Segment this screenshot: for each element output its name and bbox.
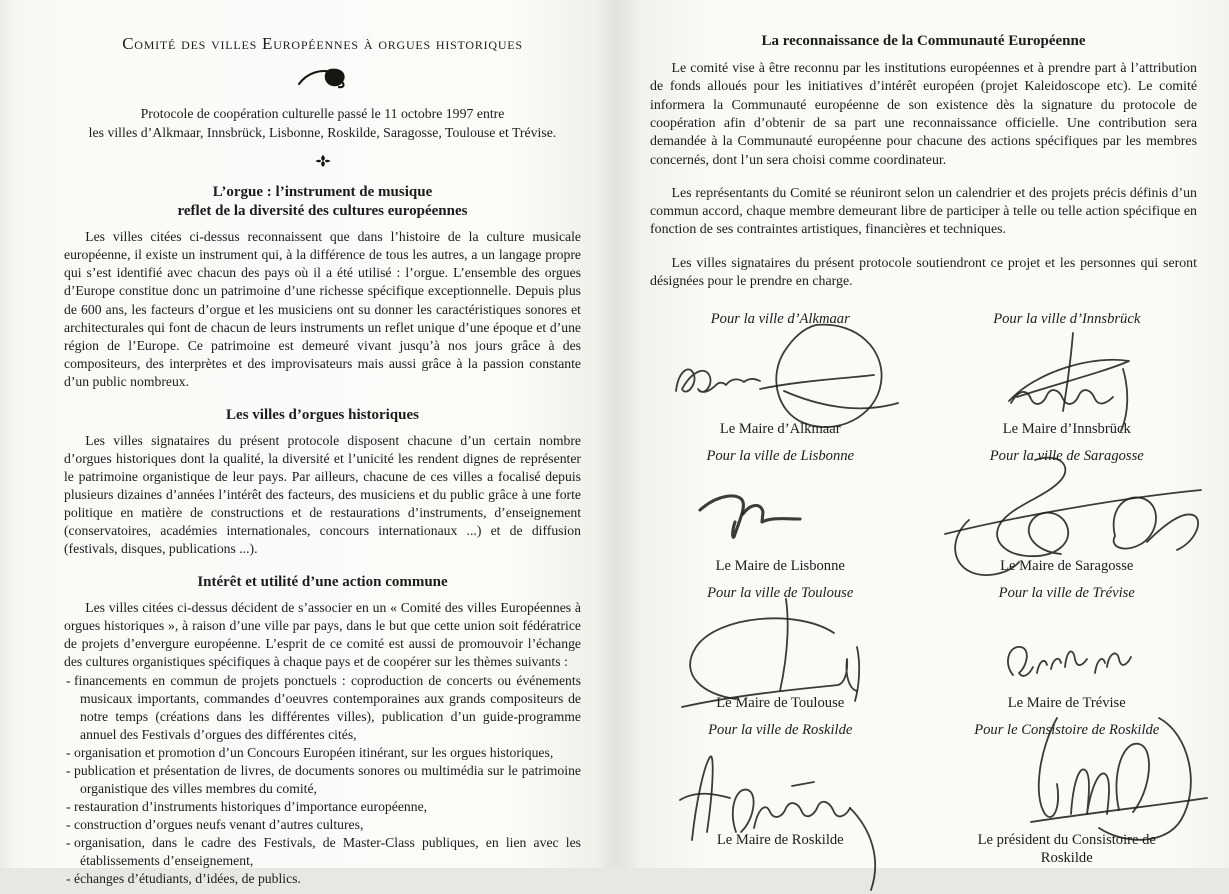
protocol-intro [64,104,581,142]
list-item-text: échanges d’étudiants, d’idées, de publics. [74,871,301,887]
signature-for-label: Pour la ville d’Alkmaar [710,311,850,328]
list-marker: - [66,799,71,815]
signature-for-label: Pour la ville de Trévise [998,585,1135,602]
body-paragraph-orgue: Les villes citées ci-dessus reconnaissent que dans l’histoire de la culture musicale européenne, il existe un instrument qui, à la différence de tous les autres, a un langage propre qui s’est identifié avec chacun des pays où il a été utilisé : l’orgue. L’ensemble des orgues d’Europe constitue donc un patrimoine d’une richesse spécifique exceptionnelle. Depuis plus de 600 ans, les facteurs d’orgue et les musiciens ont su donner les caractéristiques sonores et architecturales qui font de chacun de leurs instruments un reflet unique d’une époque et d’une région de l’Europe. Ce patrimoine est demeuré vivant jusqu’à nos jours grâce à des compositeurs, des interprètes et des improvisateurs mais aussi grâce à la passion constante d’un public nombreux. [64,229,581,389]
section-heading-villes: Les villes d’orgues historiques [226,406,419,423]
intro-line-2: les villes d’Alkmaar, Innsbrück, Lisbonne, Roskilde, Saragosse, Toulouse et Trévise. [88,125,557,141]
signature-block-toulouse [650,581,911,718]
signature-for-label: Pour la ville de Lisbonne [706,448,855,465]
list-item-text: restauration d’instruments historiques d’importance européenne, [74,799,428,815]
section-heading-orgue-line2: reflet de la diversité des cultures européennes [177,203,468,220]
signature-block-roskilde [650,718,911,855]
signature-by-text: Le président du Consistoire de Roskilde [977,831,1156,867]
list-item-text: financements en commun de projets ponctuels : coproduction de concerts ou événements musicaux importants, commandes d’oeuvres contemporaines aux grands compositeurs de notre temps (créations dans les différentes villes), publication d’un guide-programme annuel des Festivals d’orgues des différentes cités, [74,673,581,743]
signature-roskilde-image [672,744,902,894]
signature-block-innsbruck [937,307,1198,444]
list-item [64,834,581,870]
list-marker: - [66,763,71,779]
list-marker: - [66,871,71,887]
list-marker: - [66,835,71,851]
signature-by-label: Le Maire de Roskilde [716,832,844,849]
signature-for-label: Pour la ville de Toulouse [707,585,854,602]
fleuron-small-icon [314,154,332,168]
list-item-text: publication et présentation de livres, de documents sonores ou multimédia sur le patrimoine organistique des villes membres du comité, [74,763,581,797]
signature-block-alkmaar [650,307,911,444]
fleuron-swash-icon [296,66,350,92]
signature-by-label: Le Maire de Toulouse [716,695,845,712]
list-item-text: construction d’orgues neufs venant d’autres cultures, [74,817,364,833]
section-heading-interet: Intérêt et utilité d’une action commune [197,573,448,590]
list-item [64,870,581,888]
page-left [64,0,581,888]
signature-by-label: Le Maire d’Alkmaar [719,421,841,438]
signature-for-label: Pour la ville d’Innsbrück [993,311,1141,328]
signature-by-label: Le Maire de Lisbonne [715,558,845,575]
signature-by-label: Le Maire d’Innsbrück [1002,421,1131,438]
signature-innsbruck-image [995,327,1155,435]
list-marker: - [66,673,71,689]
body-paragraph-reconnaissance-2: Les représentants du Comité se réuniront selon un calendrier et des projets précis définis d’un commun accord, chaque membre demeurant libre de participer à telle ou telle action spécifique en fonction de ses contraintes artistiques, financières et techniques. [650,185,1197,238]
signature-trevise-image [995,637,1133,689]
list-item-text: organisation et promotion d’un Concours Européen itinérant, sur les orgues historiques, [74,745,554,761]
list-item [64,762,581,798]
body-paragraph-reconnaissance-3: Les villes signataires du présent protocole soutiendront ce projet et les personnes qui seront désignées pour le prendre en charge. [650,255,1197,289]
section-heading-orgue [64,183,581,221]
intro-line-1: Protocole de coopération culturelle passé le 11 octobre 1997 entre [140,106,505,121]
document-title: Comité des villes Européennes à orgues historiques [122,34,523,53]
page-right [650,0,1197,867]
list-marker: - [66,817,71,833]
body-paragraph-villes: Les villes signataires du présent protocole disposent chacune d’un certain nombre d’orgues historiques dont la qualité, la diversité et l’unicité les rendent dignes de représenter le patrimoine organistique de leur pays. Par ailleurs, chacune de ces villes a focalisé depuis plusieurs dizaines d’années l’intérêt des facteurs, des musiciens et du public grâce à une forte politique en matière de constructions et de restaurations d’instruments, d’enseignement (conservatoires, académies internationales, concours internationaux ...) et de diffusion (festivals, disques, publications ...). [64,432,581,556]
signature-by-label [937,831,1198,867]
signature-block-lisbonne [650,444,911,581]
section-heading-orgue-line1: L’orgue : l’instrument de musique [212,184,433,201]
list-item [64,744,581,762]
signature-lisbonne-image [694,486,812,548]
signature-by-label: Le Maire de Trévise [1007,695,1126,712]
signature-by-label: Le Maire de Saragosse [1000,558,1134,575]
list-item [64,798,581,816]
list-item [64,816,581,834]
signature-for-label: Pour la ville de Saragosse [989,448,1144,465]
signature-block-consistoire [937,718,1198,867]
signature-block-saragosse [937,444,1198,581]
themes-list [64,672,581,888]
list-marker: - [66,745,71,761]
section-heading-reconnaissance: La reconnaissance de la Communauté Européenne [761,33,1086,49]
signature-for-label: Pour le Consistoire de Roskilde [974,722,1160,739]
signature-block-trevise [937,581,1198,718]
body-paragraph-interet: Les villes citées ci-dessus décident de s’associer en un « Comité des villes Européennes à orgues historiques », à raison d’une ville par pays, dans le but que cette union soit fédératrice de projets d’envergure européenne. L’esprit de ce comité est aussi de promouvoir l’échange des cultures organistiques spécifiques à chaque pays et de coopérer sur les thèmes suivants : [64,600,581,670]
signature-for-label: Pour la ville de Roskilde [708,722,853,739]
list-item [64,672,581,744]
list-item-text: organisation, dans le cadre des Festivals, de Master-Class publiques, en lien avec les établissements d’enseignement, [74,835,581,869]
signature-grid [650,307,1197,867]
body-paragraph-reconnaissance-1: Le comité vise à être reconnu par les institutions européennes et à prendre part à l’attribution de fonds alloués pour les initiatives d’intérêt européen (projet Kaleidoscope etc). Le comité informera la Communauté européenne de son existence dès la signature du protocole de coopération afin d’obtenir de sa part une reconnaissance officielle. Une contribution sera demandée à la Communauté européenne pour chacune des actions spécifiques par les membres concernés, dont l’un sera choisi comme coordinateur. [650,61,1197,168]
